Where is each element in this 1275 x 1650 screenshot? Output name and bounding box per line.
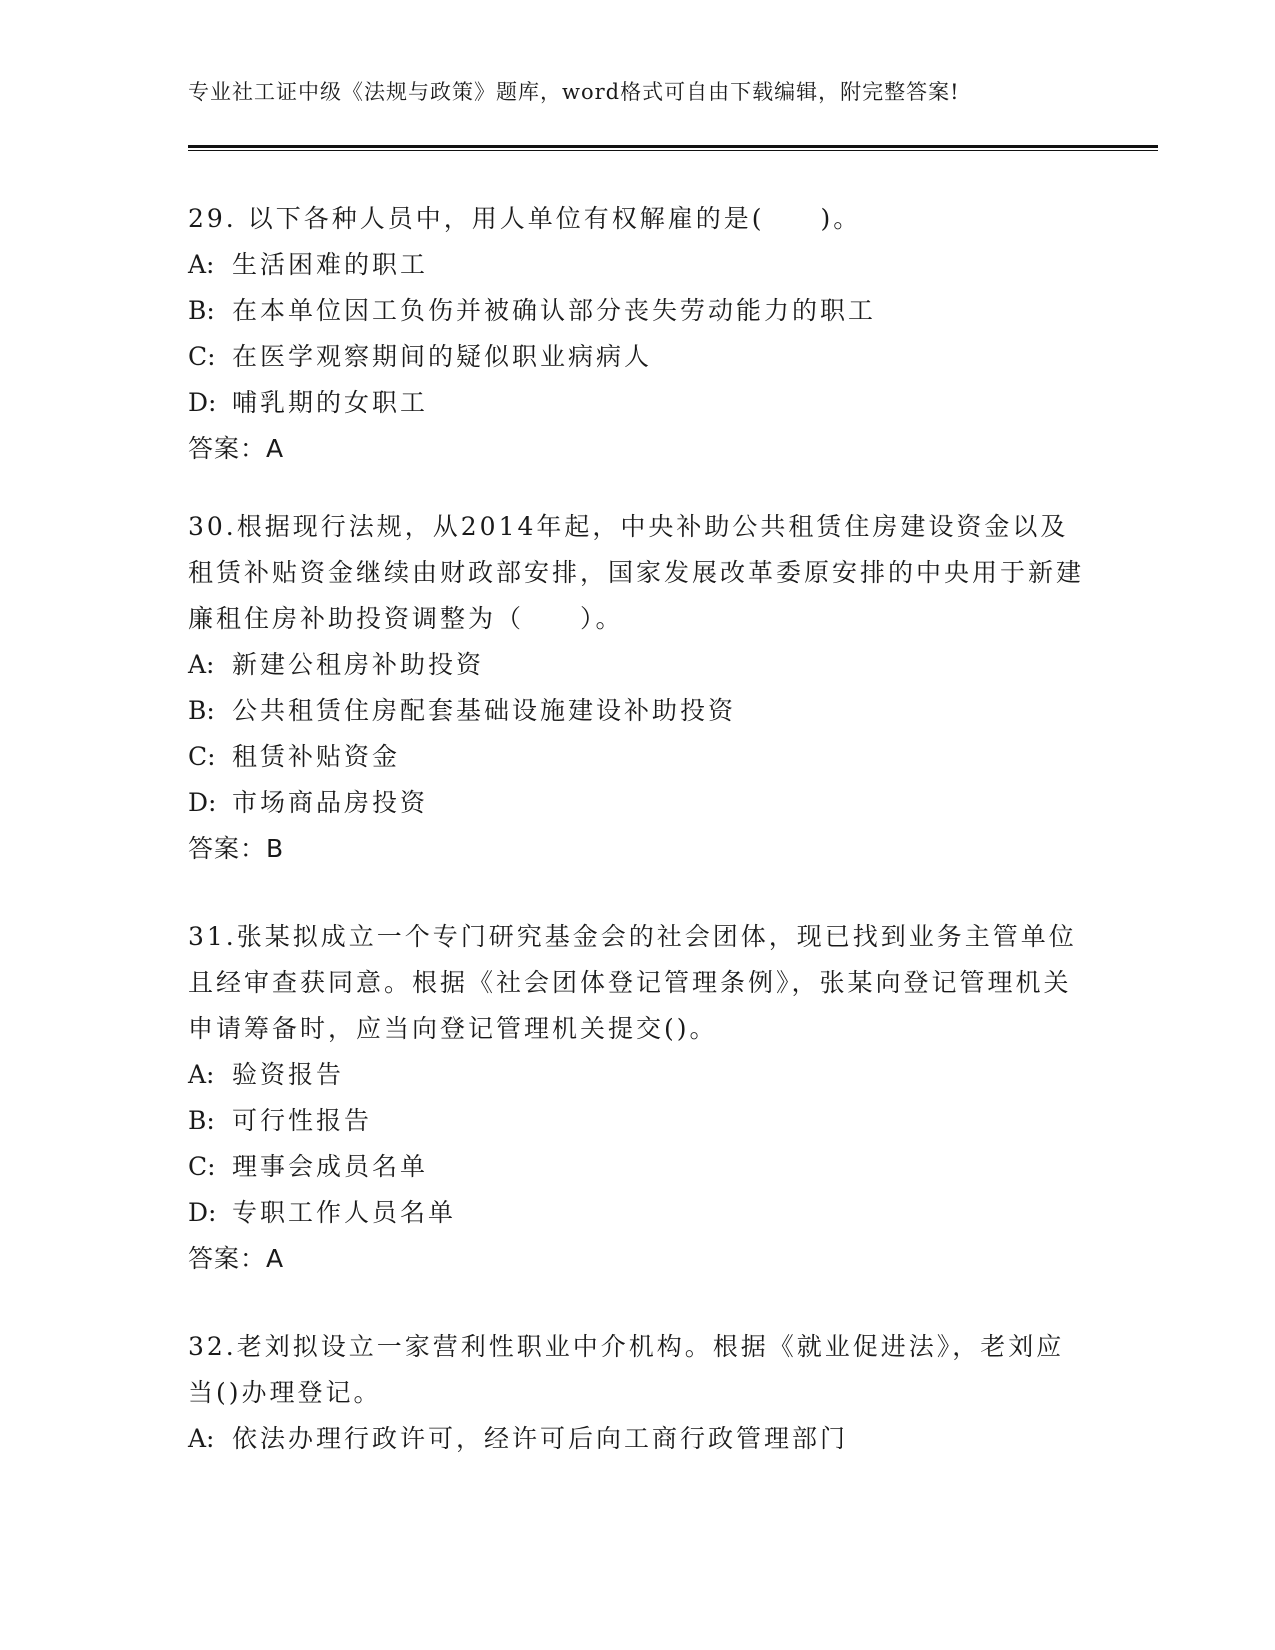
- option-key: A:: [188, 1060, 215, 1089]
- question-stem: 32.老刘拟设立一家营利性职业中介机构。根据《就业促进法》，老刘应当()办理登记。: [188, 1332, 1065, 1407]
- option-d: [188, 1190, 1088, 1236]
- header-divider-thin: [188, 150, 1158, 151]
- option-text: 专职工作人员名单: [232, 1198, 457, 1227]
- option-text: 哺乳期的女职工: [232, 388, 429, 417]
- question-30: [188, 504, 1088, 872]
- answer: 答案：A: [188, 434, 285, 463]
- option-text: 验资报告: [232, 1060, 345, 1089]
- page-header: 专业社工证中级《法规与政策》题库，word格式可自由下载编辑，附完整答案!: [188, 80, 960, 104]
- option-key: C:: [188, 342, 216, 371]
- option-text: 在本单位因工负伤并被确认部分丧失劳动能力的职工: [232, 296, 877, 325]
- question-32: [188, 1324, 1088, 1462]
- option-key: A:: [188, 1424, 215, 1453]
- option-d: [188, 380, 1088, 426]
- option-text: 在医学观察期间的疑似职业病病人: [232, 342, 653, 371]
- question-stem: 31.张某拟成立一个专门研究基金会的社会团体，现已找到业务主管单位且经审查获同意。根据《社会团体登记管理条例》，张某向登记管理机关申请筹备时，应当向登记管理机关提交()。: [188, 922, 1077, 1043]
- option-text: 市场商品房投资: [232, 788, 429, 817]
- answer: 答案：B: [188, 834, 285, 863]
- header-divider-thick: [188, 145, 1158, 148]
- option-text: 可行性报告: [232, 1106, 373, 1135]
- option-b: [188, 1098, 1088, 1144]
- option-text: 依法办理行政许可，经许可后向工商行政管理部门: [232, 1424, 849, 1453]
- option-key: A:: [188, 250, 215, 279]
- option-key: D:: [188, 1198, 217, 1227]
- option-text: 新建公租房补助投资: [232, 650, 485, 679]
- question-29: [188, 196, 1088, 472]
- option-b: [188, 288, 1088, 334]
- option-c: [188, 1144, 1088, 1190]
- option-text: 公共租赁住房配套基础设施建设补助投资: [232, 696, 737, 725]
- question-stem: 29. 以下各种人员中，用人单位有权解雇的是( )。: [188, 204, 862, 233]
- option-key: B:: [188, 296, 215, 325]
- option-a: [188, 642, 1088, 688]
- option-key: B:: [188, 696, 215, 725]
- question-31: [188, 914, 1088, 1282]
- option-c: [188, 334, 1088, 380]
- option-b: [188, 688, 1088, 734]
- option-a: [188, 1052, 1088, 1098]
- option-key: C:: [188, 742, 216, 771]
- option-text: 租赁补贴资金: [232, 742, 401, 771]
- question-stem: 30.根据现行法规，从2014年起，中央补助公共租赁住房建设资金以及租赁补贴资金继续由财政部安排，国家发展改革委原安排的中央用于新建廉租住房补助投资调整为（ ）。: [188, 512, 1085, 633]
- option-key: D:: [188, 388, 217, 417]
- option-key: D:: [188, 788, 217, 817]
- option-key: A:: [188, 650, 215, 679]
- answer: 答案：A: [188, 1244, 285, 1273]
- option-text: 生活困难的职工: [232, 250, 429, 279]
- option-a: [188, 242, 1088, 288]
- option-text: 理事会成员名单: [232, 1152, 429, 1181]
- option-c: [188, 734, 1088, 780]
- option-a: [188, 1416, 1088, 1462]
- option-d: [188, 780, 1088, 826]
- option-key: B:: [188, 1106, 215, 1135]
- option-key: C:: [188, 1152, 216, 1181]
